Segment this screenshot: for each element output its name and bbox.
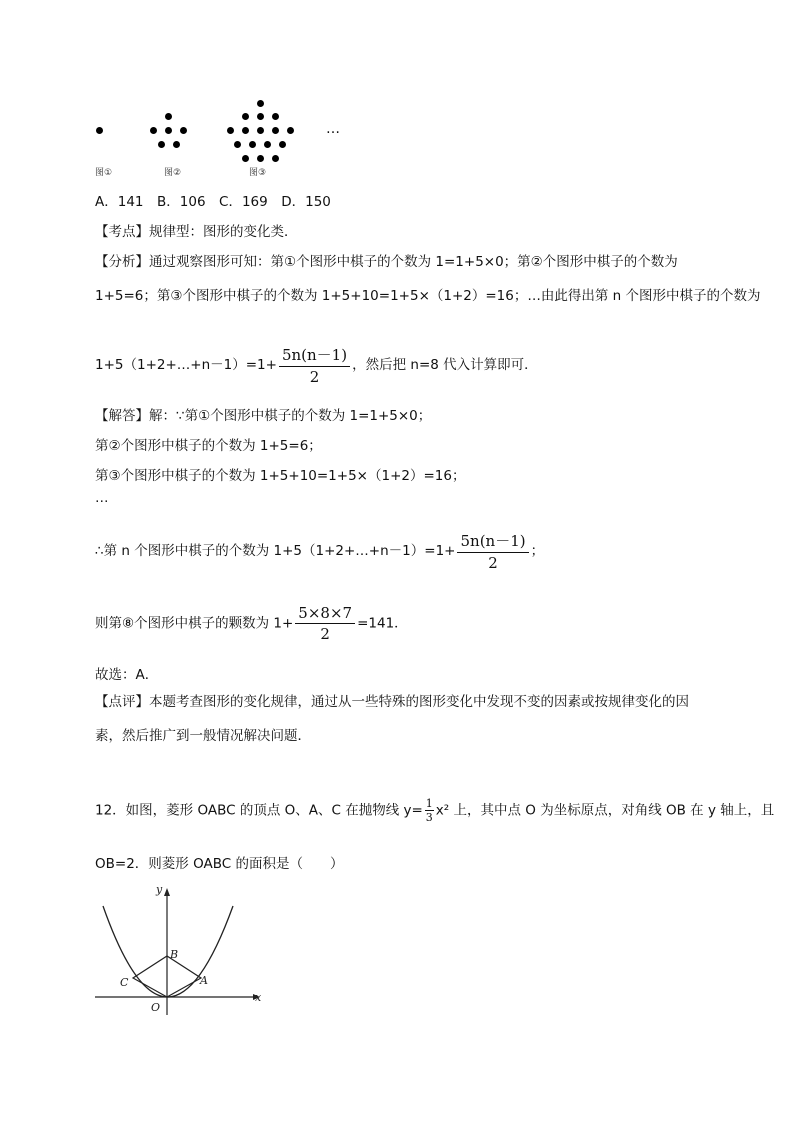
fraction-denominator: 2 <box>488 554 498 572</box>
dot <box>272 155 279 162</box>
jieda-tag: 【解答】 <box>95 408 149 424</box>
fraction-denominator: 2 <box>309 368 320 386</box>
dot <box>150 127 157 134</box>
fenxi-text-1: 通过观察图形可知：第①个图形中棋子的个数为 1=1+5×0；第②个图形中棋子的个数为 <box>149 254 678 270</box>
figure-label-3: 图③ <box>249 168 267 178</box>
jieda-fraction-1 <box>457 530 528 572</box>
dot <box>242 155 249 162</box>
dot <box>257 127 264 134</box>
label-A: A <box>200 974 208 987</box>
fenxi-line-3 <box>95 344 538 386</box>
fraction-numerator: 1 <box>425 797 433 810</box>
figure-label-2: 图② <box>164 168 182 178</box>
dot <box>180 127 187 134</box>
fraction-denominator: 2 <box>320 625 330 643</box>
q12-line-2: OB=2．则菱形 OABC 的面积是（ ） <box>95 856 344 872</box>
jieda-line5-pre: ∴第 n 个图形中棋子的个数为 1+5（1+2+…+n－1）=1+ <box>95 543 456 559</box>
jieda-answer: 故选：A． <box>95 667 159 683</box>
jieda-line5-post: ； <box>530 543 545 559</box>
fraction-numerator: 5n(n－1) <box>457 530 528 553</box>
dot <box>279 141 286 148</box>
jieda-line-3: 第③个图形中棋子的个数为 1+5+10=1+5×（1+2）=16； <box>95 468 466 484</box>
jieda-line-2: 第②个图形中棋子的个数为 1+5=6； <box>95 438 322 454</box>
label-x: x <box>255 991 262 1004</box>
dot <box>234 141 241 148</box>
dot <box>272 127 279 134</box>
jieda-line6-post: =141． <box>357 615 408 632</box>
parabola-rhombus-graph <box>95 880 270 1020</box>
dot <box>96 127 103 134</box>
dot <box>227 127 234 134</box>
dot <box>165 127 172 134</box>
dot <box>173 141 180 148</box>
jieda-line-5 <box>95 530 544 572</box>
dot <box>242 127 249 134</box>
fenxi-line3-post: ，然后把 n=8 代入计算即可． <box>352 357 538 373</box>
jieda-fraction-2 <box>295 604 355 643</box>
figure-label-1: 图① <box>95 168 113 178</box>
dot <box>158 141 165 148</box>
fenxi-line3-pre: 1+5（1+2+…+n－1）=1+ <box>95 357 277 373</box>
jieda-text-1: 解：∵第①个图形中棋子的个数为 1=1+5×0； <box>149 408 432 424</box>
jieda-line6-pre: 则第⑧个图形中棋子的颗数为 1+ <box>95 615 294 632</box>
q12-line-1 <box>95 797 774 824</box>
label-C: C <box>120 976 129 989</box>
dot <box>165 113 172 120</box>
fenxi-fraction <box>279 344 350 386</box>
dot <box>264 141 271 148</box>
q12-fraction <box>425 797 434 824</box>
answer-options: A．141 B．106 C．169 D．150 <box>95 194 331 210</box>
dot <box>257 100 264 107</box>
label-B: B <box>170 948 179 961</box>
q12-line1-pre: 12．如图，菱形 OABC 的顶点 O、A、C 在抛物线 y= <box>95 802 423 819</box>
fenxi-tag: 【分析】 <box>95 254 149 270</box>
fenxi-line-2: 1+5=6；第③个图形中棋子的个数为 1+5+10=1+5×（1+2）=16；…由此得出第 n 个图形中棋子的个数为 <box>95 288 761 304</box>
label-y: y <box>156 883 163 896</box>
dianping-line-2: 素，然后推广到一般情况解决问题． <box>95 728 311 744</box>
jieda-line-4: … <box>95 490 109 506</box>
fenxi-line-1 <box>95 250 678 270</box>
y-axis-arrow <box>164 888 170 896</box>
dot <box>249 141 256 148</box>
kaodian-line <box>95 220 298 240</box>
label-O: O <box>151 1001 161 1014</box>
fraction-numerator: 5×8×7 <box>295 604 355 624</box>
fraction-denominator: 3 <box>425 811 433 824</box>
dot <box>257 113 264 120</box>
q12-line1-post: x² 上，其中点 O 为坐标原点，对角线 OB 在 y 轴上，且 <box>435 802 775 819</box>
dot <box>242 113 249 120</box>
jieda-line-1 <box>95 404 431 424</box>
dot <box>272 113 279 120</box>
dot <box>287 127 294 134</box>
dianping-line-1 <box>95 690 689 710</box>
dianping-tag: 【点评】 <box>95 694 149 710</box>
kaodian-tag: 【考点】 <box>95 224 149 240</box>
dot <box>257 155 264 162</box>
ellipsis: … <box>326 121 340 137</box>
kaodian-text: 规律型：图形的变化类． <box>149 224 298 240</box>
fraction-numerator: 5n(n－1) <box>279 344 350 367</box>
dianping-text-1: 本题考查图形的变化规律，通过从一些特殊的图形变化中发现不变的因素或按规律变化的因 <box>149 694 689 710</box>
jieda-line-6 <box>95 604 408 643</box>
